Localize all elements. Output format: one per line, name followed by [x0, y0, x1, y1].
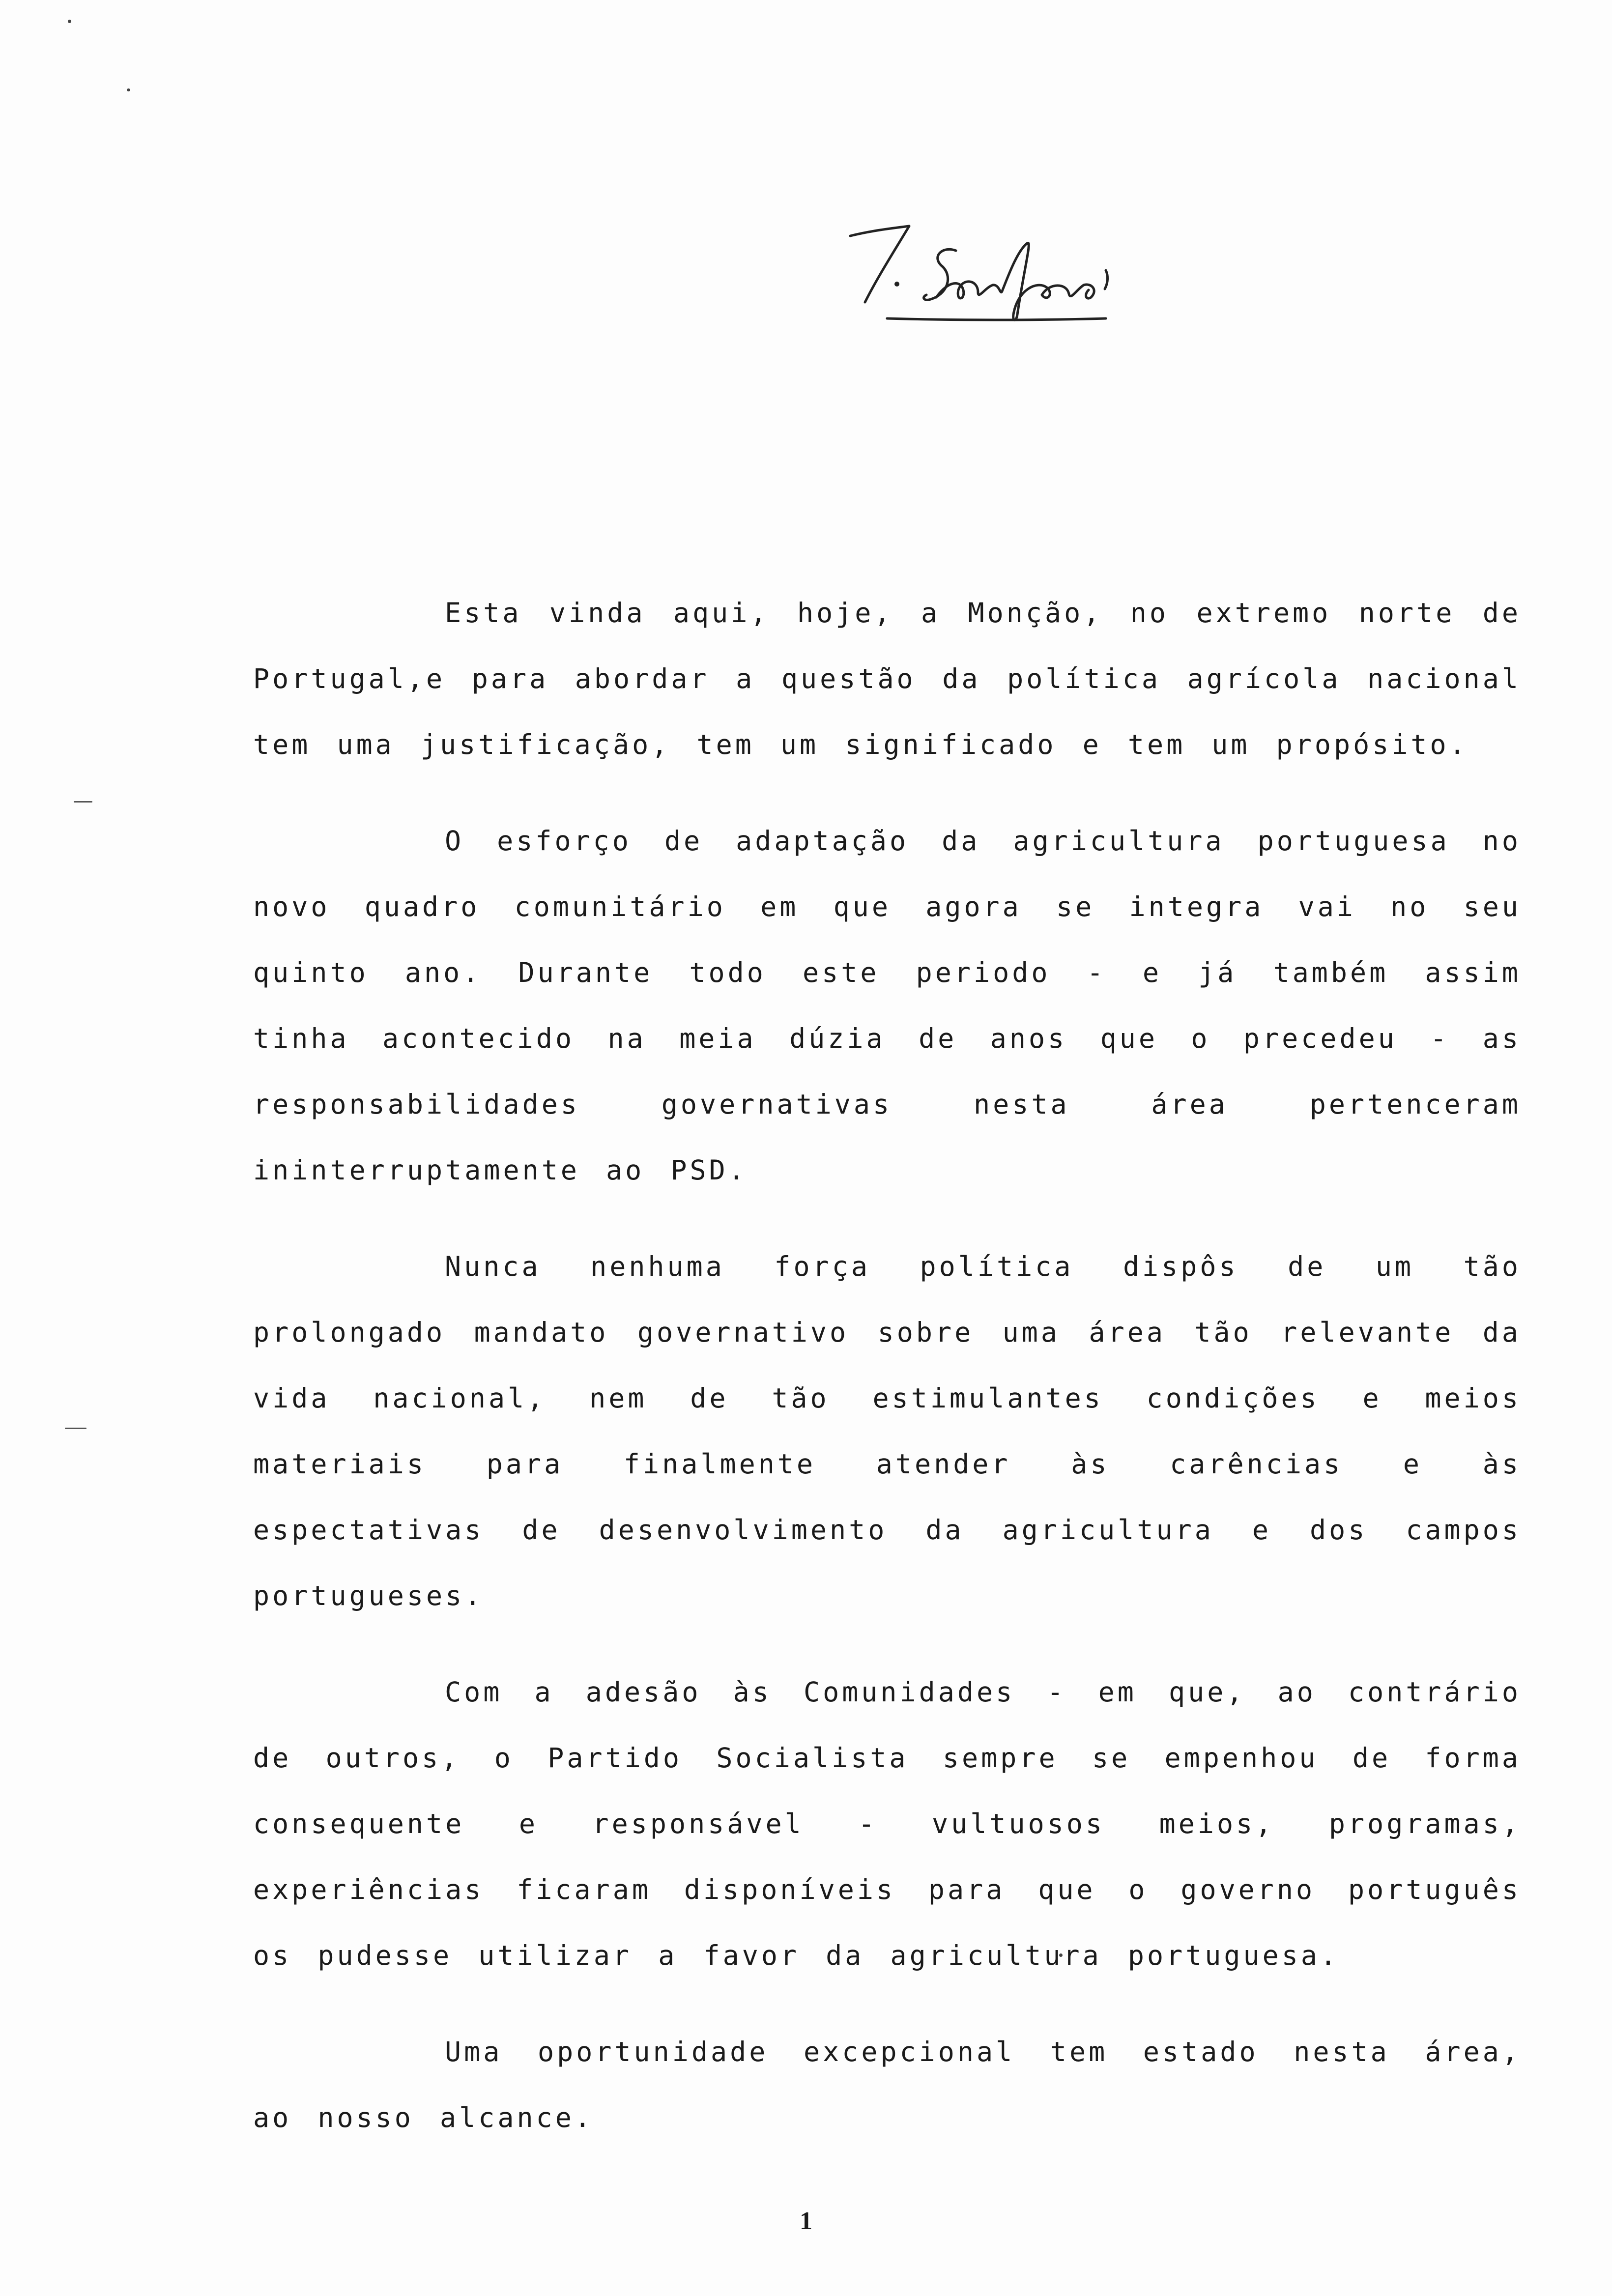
paragraph: Uma oportunidade excepcional tem estado nesta área, ao nosso alcance. [253, 2036, 1521, 2133]
signature-drawing [831, 216, 1135, 349]
page-number: 1 [800, 2207, 812, 2235]
scan-speck [68, 20, 71, 23]
letter-body [253, 580, 1521, 2181]
paragraph: Nunca nenhuma força política dispôs de um tão prolongado mandato governativo sobre uma área tão relevante da vida nacional, nem de tão estimulantes condições e meios materiais para finalmente atender às carências e às espectativas de desenvolvimento da agricultura e dos campos portugueses. [253, 1251, 1521, 1611]
handwritten-signature [831, 216, 1135, 349]
paragraph: Com a adesão às Comunidades - em que, ao contrário de outros, o Partido Socialista sempre se empenhou de forma consequente e responsável - vultuosos meios, programas, experiências ficaram disponíveis para que o governo português os pudesse utilizar a favor da agricultura portuguesa. [253, 1676, 1521, 1971]
scan-speck [127, 88, 130, 91]
paragraph: Esta vinda aqui, hoje, a Monção, no extremo norte de Portugal,e para abordar a questão da política agrícola nacional tem uma justificação, tem um significado e tem um propósito. [253, 597, 1521, 760]
scan-mark [65, 1428, 86, 1429]
scan-mark [74, 801, 92, 803]
paragraph: O esforço de adaptação da agricultura portuguesa no novo quadro comunitário em que agora se integra vai no seu quinto ano. Durante todo este periodo - e já também assim tinha acontecido na meia dúzia de anos que o precedeu - as responsabilidades governativas nesta área pertenceram ininterruptamente ao PSD. [253, 825, 1521, 1186]
